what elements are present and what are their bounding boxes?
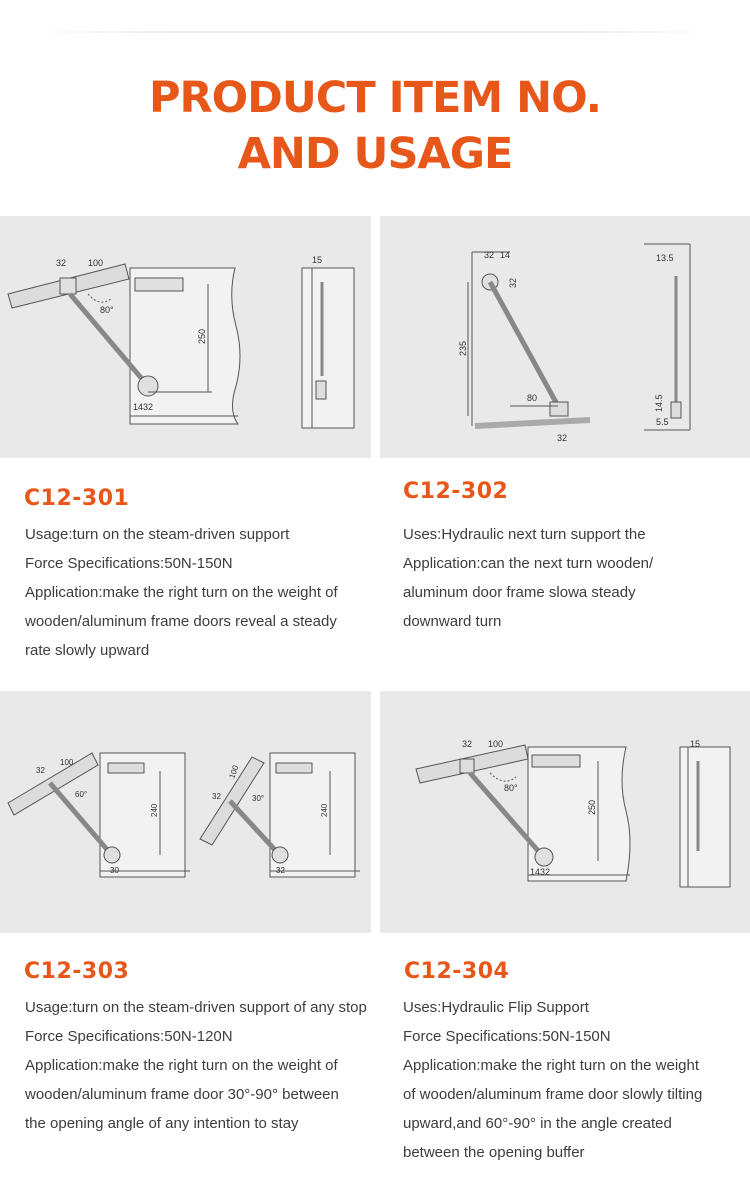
dim-5-5: 5.5 [656, 417, 669, 427]
dim-60: 60° [75, 790, 88, 799]
dim-32-base: 32 [276, 866, 285, 875]
description-line: Usage:turn on the steam-driven support of any stop [25, 999, 367, 1016]
description-line: Uses:Hydraulic Flip Support [403, 999, 589, 1016]
top-divider [30, 31, 720, 33]
dim-80: 80° [504, 783, 518, 793]
dim-250: 250 [587, 799, 597, 815]
description-line: the opening angle of any intention to stay [25, 1115, 299, 1132]
description-line: of wooden/aluminum frame door slowly tilting [403, 1086, 703, 1103]
description-line: Usage:turn on the steam-driven support [25, 526, 290, 543]
page-title-line-1: PRODUCT ITEM NO. [148, 73, 602, 123]
diagram-c12-301-drawing [0, 216, 371, 458]
page-title-line-2: AND USAGE [237, 129, 513, 179]
description-line: Force Specifications:50N-150N [403, 1028, 611, 1045]
description-line: Application:can the next turn wooden/ [403, 555, 654, 572]
product-code-c12-303: C12-303 [24, 959, 130, 984]
description-line: wooden/aluminum frame door 30°-90° between [25, 1086, 339, 1103]
dim-14-5: 14.5 [654, 394, 664, 412]
diagram-c12-302-drawing [380, 216, 750, 458]
diagram-c12-301 [0, 216, 371, 458]
description-line: Application:make the right turn on the weight of [25, 584, 338, 601]
description-line: Force Specifications:50N-120N [25, 1028, 233, 1045]
description-line: upward,and 60°-90° in the angle created [403, 1115, 672, 1132]
dim-32: 32 [462, 739, 473, 749]
dim-32: 32 [36, 766, 45, 775]
dim-30: 30 [110, 866, 119, 875]
description-line: wooden/aluminum frame doors reveal a steady [25, 613, 337, 630]
dim-1432: 1432 [530, 867, 551, 877]
description-line: downward turn [403, 613, 502, 630]
product-description-c12-304 [403, 993, 702, 1167]
product-description-c12-302 [403, 520, 653, 636]
product-description-c12-301 [25, 520, 338, 665]
diagram-c12-303 [0, 691, 371, 933]
product-code-c12-304: C12-304 [404, 959, 510, 984]
diagram-c12-304-drawing [380, 691, 750, 933]
dim-32-side: 32 [508, 277, 518, 288]
dim-angle: 80° [100, 305, 114, 315]
description-line: Force Specifications:50N-150N [25, 555, 233, 572]
dim-15: 15 [312, 255, 323, 265]
description-line: between the opening buffer [403, 1144, 585, 1161]
dim-30-angle: 30° [252, 794, 265, 803]
dim-14: 14 [500, 250, 511, 260]
description-line: rate slowly upward [25, 642, 150, 659]
product-description-c12-303 [25, 993, 367, 1138]
dim-32-b: 32 [212, 792, 221, 801]
description-line: Application:make the right turn on the weight [403, 1057, 700, 1074]
dim-13-5: 13.5 [656, 253, 674, 263]
dim-235: 235 [458, 340, 468, 356]
dim-32: 32 [484, 250, 495, 260]
description-line: Application:make the right turn on the weight of [25, 1057, 338, 1074]
dim-80: 80 [527, 393, 538, 403]
diagram-c12-304 [380, 691, 750, 933]
description-line: aluminum door frame slowa steady [403, 584, 636, 601]
dim-240-b: 240 [320, 803, 329, 817]
dim-100: 100 [488, 739, 504, 749]
dim-250: 250 [197, 328, 207, 344]
dim-32: 32 [56, 258, 67, 268]
page-title [0, 70, 750, 182]
dim-240: 240 [150, 803, 159, 817]
dim-100: 100 [88, 258, 104, 268]
dim-100: 100 [60, 758, 74, 767]
diagram-c12-302 [380, 216, 750, 458]
dim-32-base: 32 [557, 433, 568, 443]
diagram-c12-303-drawing [0, 691, 371, 933]
dim-100-b: 100 [227, 764, 241, 780]
description-line: Uses:Hydraulic next turn support the [403, 526, 646, 543]
product-code-c12-301: C12-301 [24, 486, 130, 511]
product-code-c12-302: C12-302 [403, 479, 509, 504]
dim-1432: 1432 [133, 402, 154, 412]
dim-15: 15 [690, 739, 701, 749]
